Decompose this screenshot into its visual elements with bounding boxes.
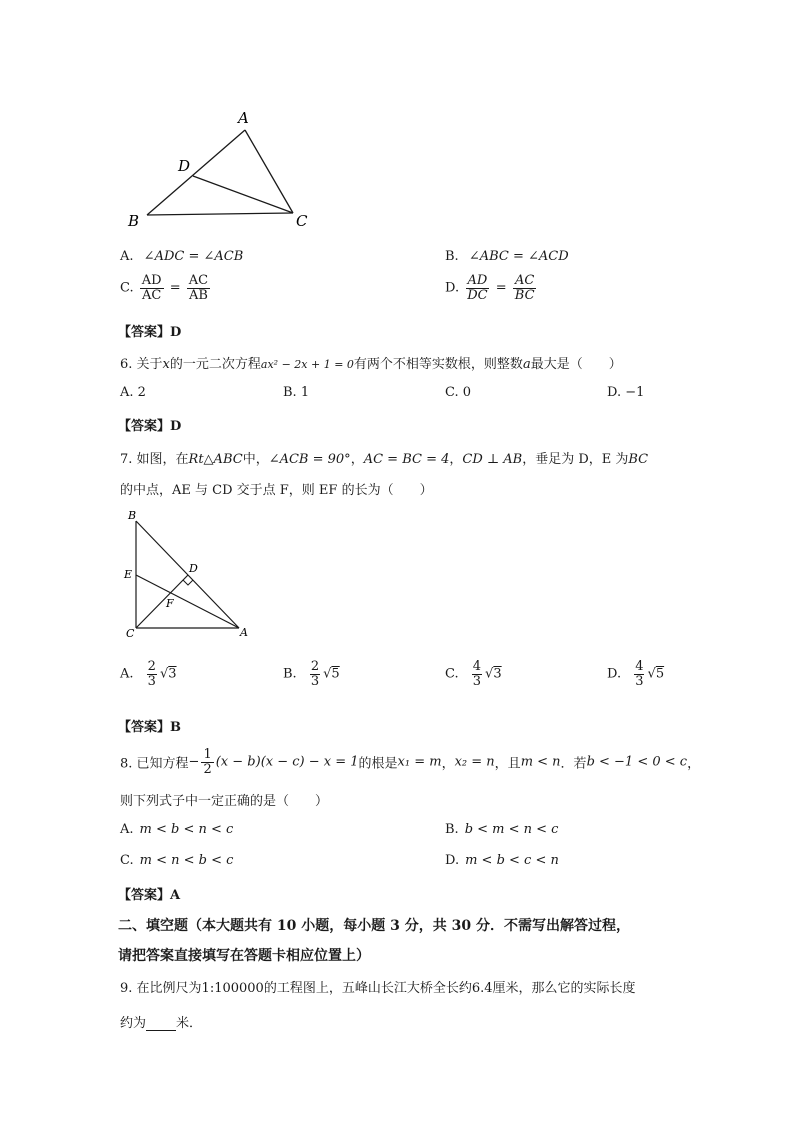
segment-dc (193, 176, 293, 213)
q6-option-c: C. 0 (445, 385, 472, 400)
q7-option-a: A. $\frac{2}{3}$ √3 (120, 659, 177, 689)
q5-option-c: C. $\frac{AD}{AC}$ = $\frac{AC}{AB}$ (120, 273, 209, 303)
q8-stem-line2: 则下列式子中一定正确的是（ ） (120, 794, 329, 809)
q5-option-d: D. $\frac{AD}{DC}$ = $\frac{AC}{BC}$ (445, 273, 535, 303)
q6-option-b: B. 1 (283, 385, 310, 400)
label-b: B (128, 212, 140, 230)
q7-stem-line2: 的中点，AE 与 CD 交于点 F，则 EF 的长为（ ） (120, 483, 433, 498)
q5-option-b: B. ∠ABC = ∠ACD (445, 249, 569, 264)
section-heading-line1: 二、填空题（本大题共有 10 小题，每小题 3 分，共 30 分．不需写出解答过程， (118, 918, 630, 934)
q7-option-d: D. $\frac{4}{3}$ √5 (607, 659, 665, 689)
q7-option-b: B. $\frac{2}{3}$ √5 (283, 659, 340, 689)
label-c: C (296, 212, 308, 230)
q8-stem-line1: 8. 已知方程− $\frac{1}{2}$ (x − b)(x − c) − x = 1的根是x₁ = m，x₂ = n，且m < n．若b < −1 < 0 < c， (120, 747, 701, 777)
q6-stem: 6. 关于x的一元二次方程ax² − 2x + 1 = 0有两个不相等实数根，则整数a最大是（ ） (120, 357, 622, 372)
q6-option-d: D. −1 (607, 385, 645, 400)
q8-option-a: A. m < b < n < c (120, 822, 234, 837)
q5-option-a: A. ∠ADC = ∠ACB (120, 249, 244, 264)
right-angle-mark (183, 580, 193, 585)
segment-ea (136, 575, 239, 628)
q8-option-d: D. m < b < c < n (445, 853, 559, 868)
label-b: B (128, 509, 137, 522)
section-heading-line2: 请把答案直接填写在答题卡相应位置上） (118, 948, 370, 964)
label-d: D (178, 157, 191, 175)
q7-answer: 【答案】B (118, 720, 181, 735)
label-e: E (124, 568, 133, 581)
label-c: C (126, 627, 135, 640)
segment-bc (147, 213, 293, 215)
q8-option-c: C. m < n < b < c (120, 853, 234, 868)
q7-stem-line1: 7. 如图，在Rt△ABC中，∠ACB = 90°，AC = BC = 4，CD ⊥ AB，垂足为 D，E 为BC (120, 452, 649, 467)
label-a: A (240, 626, 248, 639)
q9-stem-line2: 约为 米． (120, 1016, 203, 1031)
segment-ac (245, 130, 293, 213)
answer-blank[interactable] (146, 1016, 176, 1031)
figure-triangle-abc (110, 100, 330, 240)
q5-answer: 【答案】D (118, 325, 182, 340)
q6-answer: 【答案】D (118, 419, 182, 434)
q8-option-b: B. b < m < n < c (445, 822, 559, 837)
label-f: F (166, 597, 174, 610)
segment-ab (147, 130, 245, 215)
segment-cd (136, 575, 188, 628)
label-a: A (238, 109, 249, 127)
label-d: D (189, 562, 198, 575)
q8-answer: 【答案】A (118, 888, 181, 903)
q6-option-a: A. 2 (120, 385, 146, 400)
q7-option-c: C. $\frac{4}{3}$ √3 (445, 659, 502, 689)
figure-right-triangle (118, 505, 268, 645)
q9-stem-line1: 9. 在比例尺为1:100000的工程图上，五峰山长江大桥全长约6.4厘米，那么它的实际长度 (120, 981, 636, 996)
